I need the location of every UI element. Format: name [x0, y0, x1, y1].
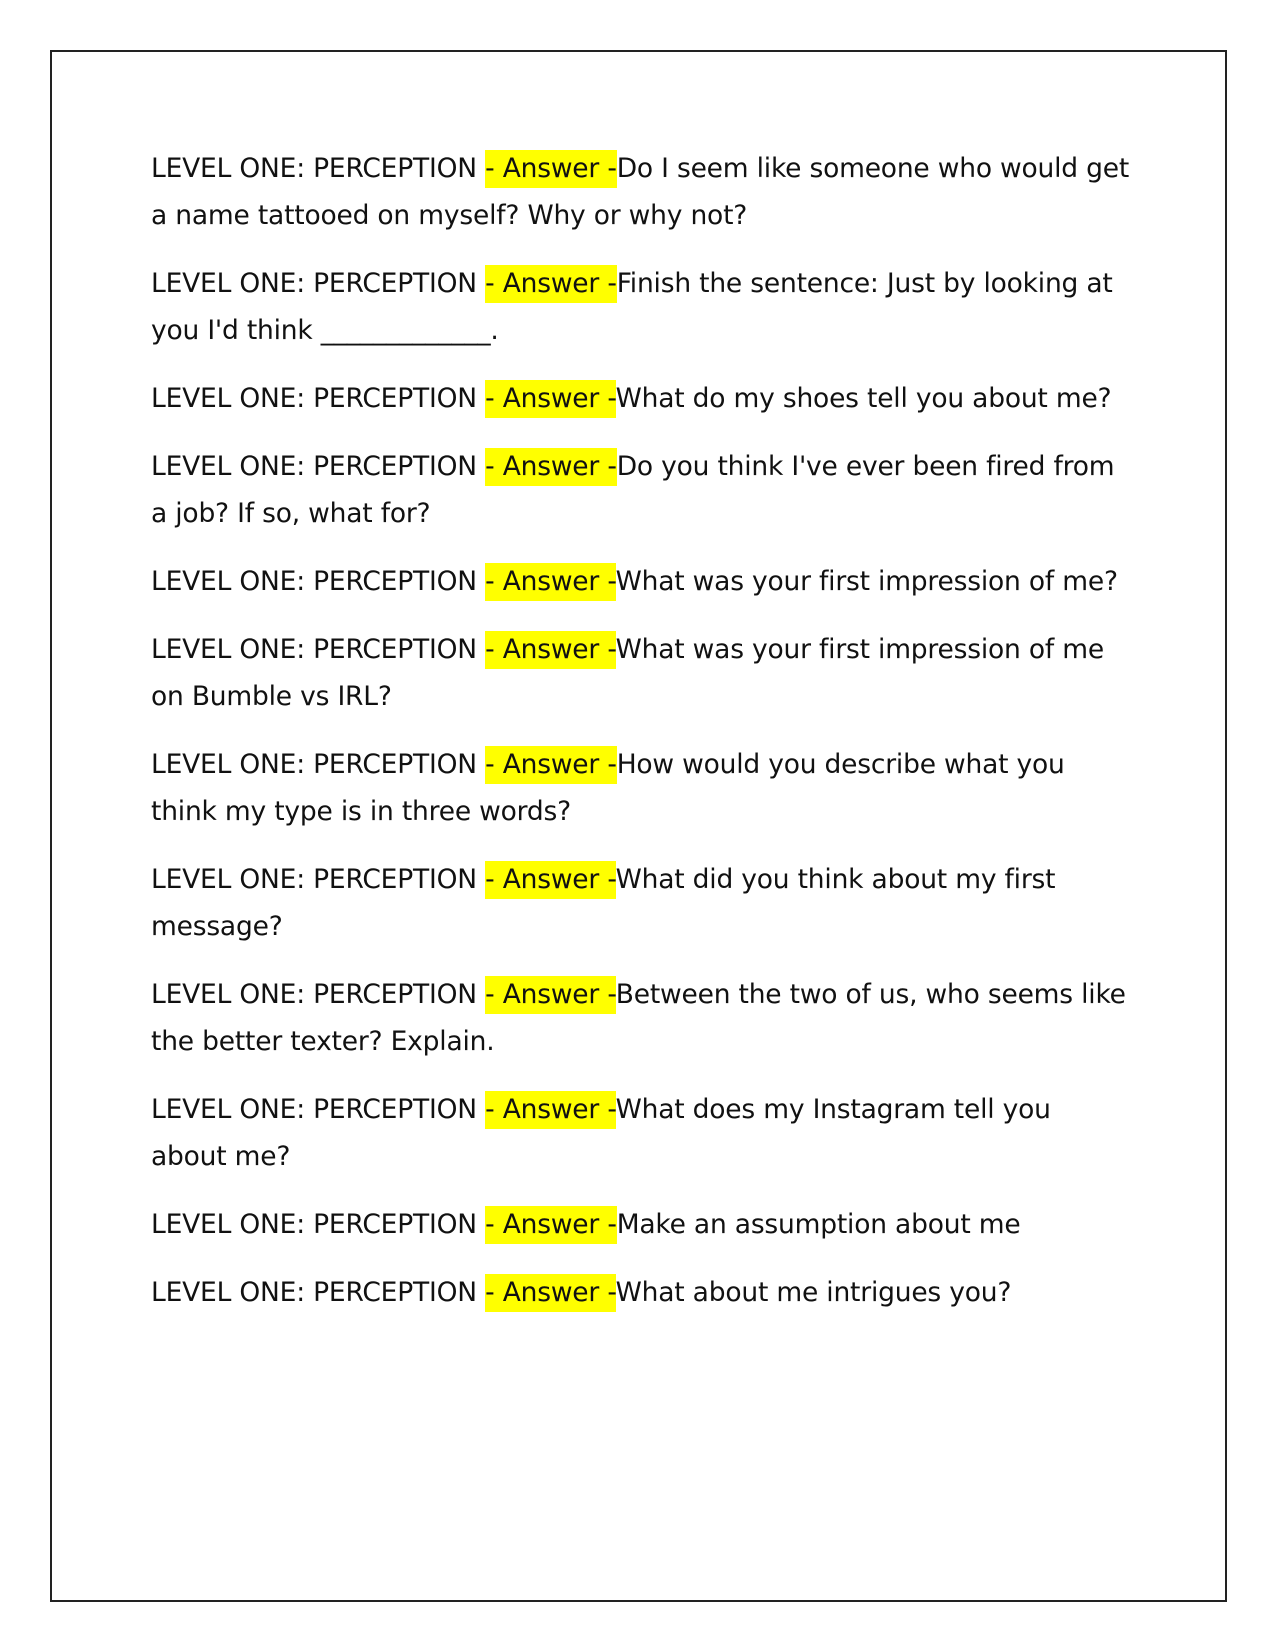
question-item [151, 558, 1131, 605]
answer-highlight: - Answer - [485, 1206, 617, 1244]
level-label: LEVEL ONE: PERCEPTION [151, 153, 486, 184]
question-text: What was your first impression of me on Bumble vs IRL? [151, 634, 1104, 712]
level-label: LEVEL ONE: PERCEPTION [151, 383, 486, 414]
level-label: LEVEL ONE: PERCEPTION [151, 1209, 486, 1240]
question-item [151, 375, 1131, 422]
level-label: LEVEL ONE: PERCEPTION [151, 268, 486, 299]
level-label: LEVEL ONE: PERCEPTION [151, 979, 486, 1010]
question-text: What does my Instagram tell you about me? [151, 1094, 1051, 1172]
answer-highlight: - Answer - [485, 861, 616, 899]
level-label: LEVEL ONE: PERCEPTION [151, 864, 486, 895]
question-text: What was your first impression of me? [615, 566, 1118, 597]
question-text: What do my shoes tell you about me? [615, 383, 1112, 414]
level-label: LEVEL ONE: PERCEPTION [151, 634, 486, 665]
question-text: Between the two of us, who seems like the better texter? Explain. [151, 979, 1126, 1057]
question-item [151, 741, 1131, 835]
question-item [151, 260, 1131, 354]
question-text: What about me intrigues you? [615, 1277, 1012, 1308]
level-label: LEVEL ONE: PERCEPTION [151, 566, 486, 597]
answer-highlight: - Answer - [485, 150, 617, 188]
question-item [151, 1086, 1131, 1180]
level-label: LEVEL ONE: PERCEPTION [151, 451, 486, 482]
answer-highlight: - Answer - [485, 448, 617, 486]
question-item [151, 1269, 1131, 1316]
answer-highlight: - Answer - [485, 1091, 616, 1129]
answer-highlight: - Answer - [485, 746, 617, 784]
question-item [151, 443, 1131, 537]
question-item [151, 971, 1131, 1065]
answer-highlight: - Answer - [485, 631, 616, 669]
question-item [151, 1201, 1131, 1248]
level-label: LEVEL ONE: PERCEPTION [151, 749, 486, 780]
question-text: Do you think I've ever been fired from a job? If so, what for? [151, 451, 1115, 529]
question-item [151, 626, 1131, 720]
question-item [151, 856, 1131, 950]
question-text: What did you think about my first message? [151, 864, 1056, 942]
answer-highlight: - Answer - [485, 563, 616, 601]
question-item [151, 145, 1131, 239]
question-text: Finish the sentence: Just by looking at you I'd think _____________. [151, 268, 1113, 346]
question-list [151, 145, 1131, 1337]
answer-highlight: - Answer - [485, 380, 616, 418]
answer-highlight: - Answer - [485, 1274, 616, 1312]
question-text: How would you describe what you think my type is in three words? [151, 749, 1065, 827]
question-text: Make an assumption about me [616, 1209, 1021, 1240]
level-label: LEVEL ONE: PERCEPTION [151, 1094, 486, 1125]
level-label: LEVEL ONE: PERCEPTION [151, 1277, 486, 1308]
question-text: Do I seem like someone who would get a name tattooed on myself? Why or why not? [151, 153, 1130, 231]
answer-highlight: - Answer - [485, 265, 617, 303]
answer-highlight: - Answer - [485, 976, 616, 1014]
